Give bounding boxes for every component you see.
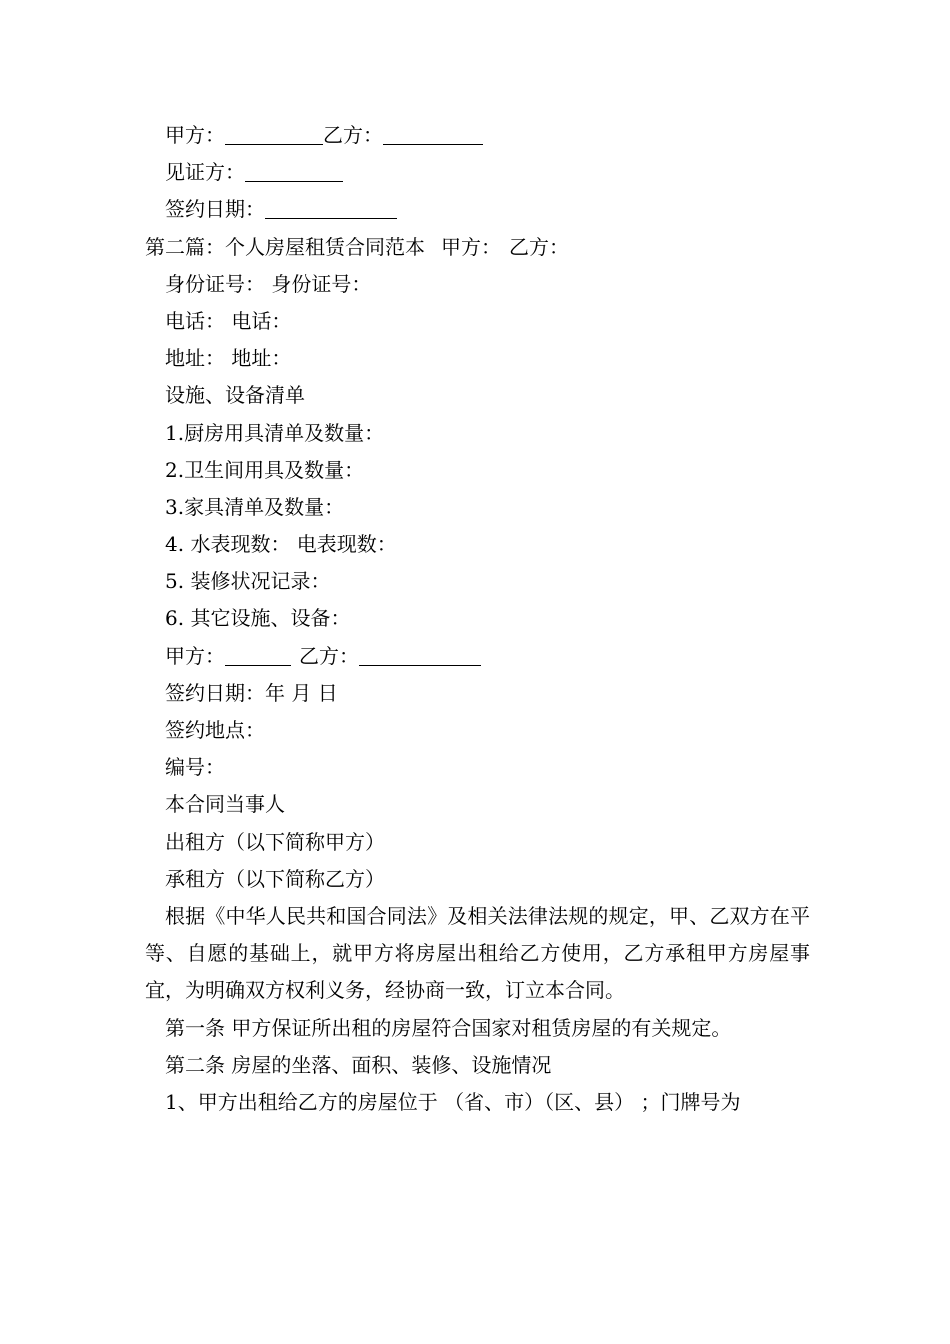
part2-party-a: 甲方： bbox=[441, 234, 501, 259]
equipment-item: 4. 水表现数： 电表现数： bbox=[165, 532, 397, 557]
equipment-title: 设施、设备清单 bbox=[165, 383, 305, 408]
party-a-label: 甲方： bbox=[165, 643, 225, 668]
id-number-line: 身份证号： 身份证号： bbox=[165, 271, 372, 296]
part2-party-b: 乙方： bbox=[509, 234, 569, 259]
witness-blank bbox=[245, 159, 343, 182]
equipment-item: 1.厨房用具清单及数量： bbox=[165, 420, 385, 445]
party-a-blank bbox=[225, 643, 291, 666]
signature-line-parties bbox=[145, 117, 810, 154]
party-b-blank bbox=[359, 643, 481, 666]
part2-title: 第二篇：个人房屋租赁合同范本 bbox=[145, 234, 425, 259]
address-line: 地址： 地址： bbox=[165, 346, 292, 371]
part2-heading bbox=[145, 229, 810, 266]
signature-line-parties-2 bbox=[145, 638, 810, 675]
contract-number-line: 编号： bbox=[165, 755, 225, 780]
party-b-label: 乙方： bbox=[299, 643, 359, 668]
parties-title: 本合同当事人 bbox=[165, 792, 285, 817]
equipment-item: 3.家具清单及数量： bbox=[165, 494, 345, 519]
party-b-blank bbox=[383, 122, 483, 145]
lessor-line: 出租方（以下简称甲方） bbox=[165, 829, 385, 854]
party-a-label: 甲方： bbox=[165, 123, 225, 147]
sign-date-label: 签约日期： bbox=[165, 197, 265, 222]
signature-line-date bbox=[145, 191, 810, 228]
party-a-blank bbox=[225, 122, 323, 145]
party-b-label: 乙方： bbox=[323, 123, 383, 147]
preamble-paragraph: 根据《中华人民共和国合同法》及相关法律法规的规定，甲、乙双方在平等、自愿的基础上，就甲方将房屋出租给乙方使用，乙方承租甲方房屋事宜，为明确双方权利义务，经协商一致，订立本合同。 bbox=[145, 903, 810, 1003]
phone-line: 电话： 电话： bbox=[165, 308, 292, 333]
signature-line-witness bbox=[145, 154, 810, 191]
sign-date-blank bbox=[265, 196, 397, 219]
witness-label: 见证方： bbox=[165, 160, 245, 185]
article-2: 第二条 房屋的坐落、面积、装修、设施情况 bbox=[165, 1052, 552, 1077]
sign-date-line: 签约日期：年 月 日 bbox=[165, 680, 338, 705]
lessee-line: 承租方（以下简称乙方） bbox=[165, 866, 385, 891]
article-1: 第一条 甲方保证所出租的房屋符合国家对租赁房屋的有关规定。 bbox=[165, 1015, 732, 1040]
equipment-item: 5. 装修状况记录： bbox=[165, 569, 331, 594]
document-content bbox=[145, 117, 810, 1121]
clause-1-paragraph: 1、甲方出租给乙方的房屋位于 （省、市）（区、县） ；门牌号为 bbox=[165, 1089, 741, 1114]
sign-place-line: 签约地点： bbox=[165, 718, 265, 742]
equipment-item: 2.卫生间用具及数量： bbox=[165, 457, 365, 482]
equipment-item: 6. 其它设施、设备： bbox=[165, 606, 351, 631]
